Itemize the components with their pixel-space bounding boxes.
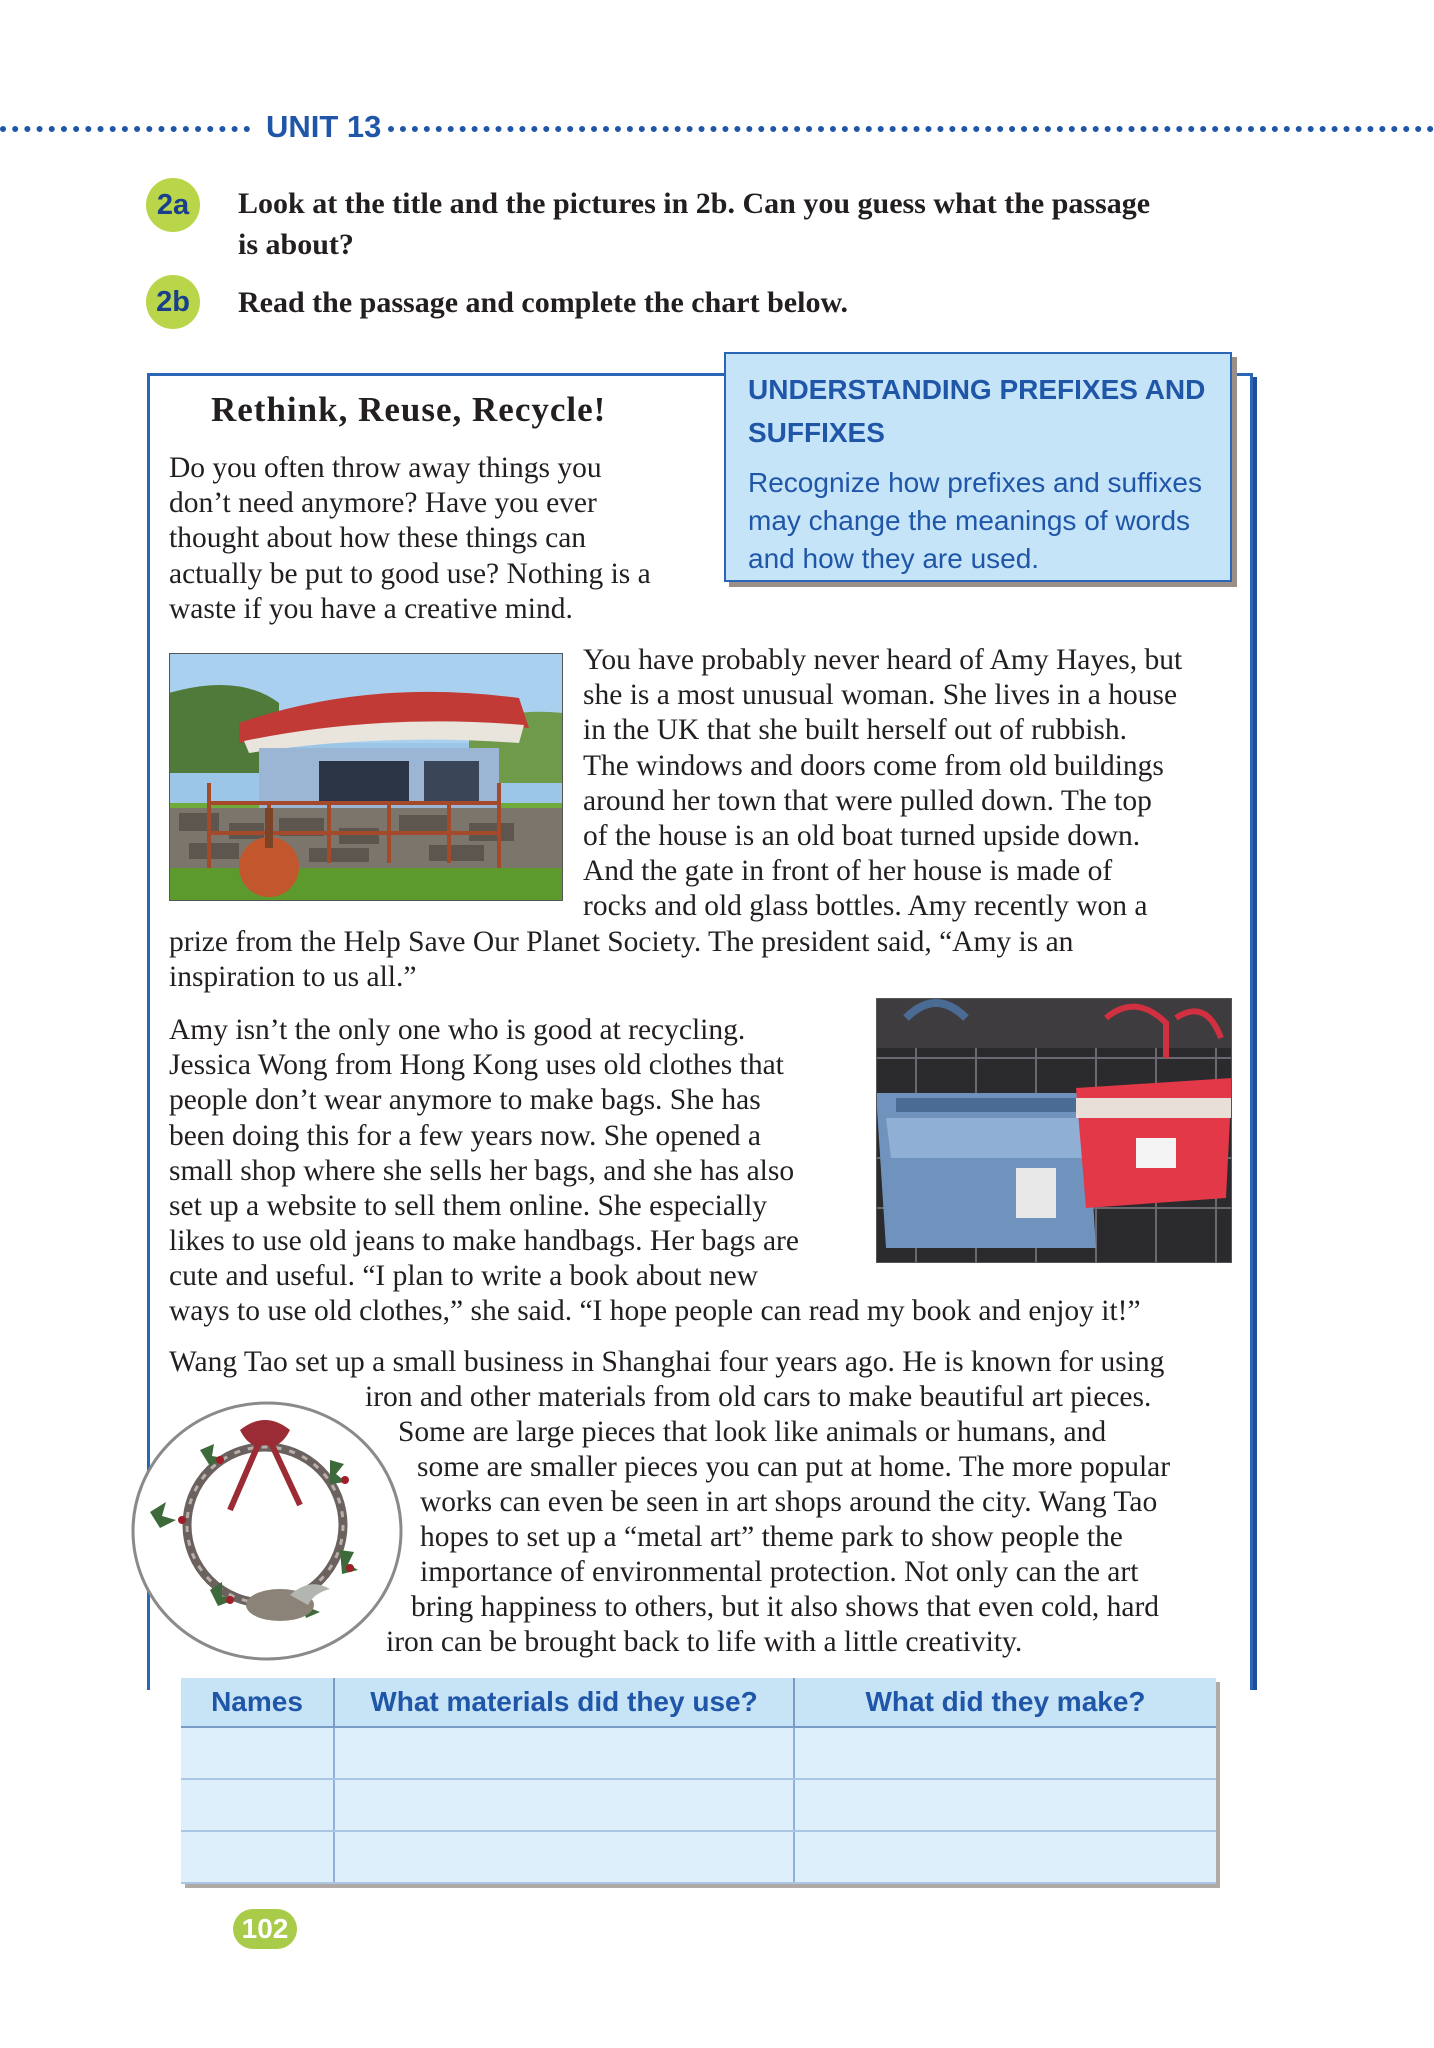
chart-cell-name[interactable] [181, 1779, 334, 1831]
intro-line: Do you often throw away things you [169, 452, 602, 484]
completion-chart [181, 1678, 1216, 1884]
table-row [181, 1831, 1216, 1883]
header-dots-left [0, 126, 250, 132]
tip-heading-line2: SUFFIXES [748, 417, 885, 448]
task-2a-text [238, 183, 1328, 265]
unit-label: UNIT 13 [266, 109, 382, 144]
intro-line: waste if you have a creative mind. [169, 592, 573, 625]
chart-cell-made[interactable] [794, 1779, 1216, 1831]
passage-title: Rethink, Reuse, Recycle! [211, 390, 607, 429]
amy-line: around her town that were pulled down. The top [583, 784, 1152, 817]
chart-header-made: What did they make? [794, 1678, 1216, 1727]
intro-line: don’t need anymore? Have you ever [169, 487, 597, 520]
chart-cell-name[interactable] [181, 1727, 334, 1779]
amy-line: prize from the Help Save Our Planet Society. The president said, “Amy is an [169, 926, 1074, 958]
amy-paragraph-continued [169, 925, 1239, 995]
jessica-line: set up a website to sell them online. She especially [169, 1190, 768, 1223]
wang-line: iron can be brought back to life with a little creativity. [386, 1626, 1023, 1658]
wang-line: works can even be seen in art shops around the city. Wang Tao [420, 1486, 1158, 1518]
jessica-line: people don’t wear anymore to make bags. She has [169, 1084, 761, 1117]
tip-heading-line1: UNDERSTANDING PREFIXES AND [748, 374, 1206, 405]
amy-line: she is a most unusual woman. She lives in a house [583, 679, 1178, 712]
wang-line: bring happiness to others, but it also shows that even cold, hard [411, 1591, 1160, 1623]
chart-cell-made[interactable] [794, 1831, 1216, 1883]
table-row [181, 1727, 1216, 1779]
amy-line: And the gate in front of her house is made of [583, 855, 1113, 888]
tip-body [748, 464, 1208, 578]
chart-header-materials: What materials did they use? [334, 1678, 794, 1727]
wang-line: Some are large pieces that look like animals or humans, and [398, 1416, 1107, 1448]
jessica-line: been doing this for a few years now. She opened a [169, 1119, 762, 1152]
tip-heading [748, 368, 1208, 454]
prefix-suffix-tip-box [724, 352, 1232, 582]
intro-line: actually be put to good use? Nothing is a [169, 557, 651, 590]
task-2b-text: Read the passage and complete the chart below. [238, 286, 848, 319]
jessica-line-full: ways to use old clothes,” she said. “I hope people can read my book and enjoy it!” [169, 1295, 1141, 1327]
metal-wreath-image [130, 1400, 404, 1662]
boat-house-photo [169, 653, 563, 901]
tip-body-line2: may change the meanings of words [748, 505, 1191, 536]
jessica-line: Amy isn’t the only one who is good at recycling. [169, 1014, 746, 1046]
jessica-paragraph [169, 1013, 869, 1295]
amy-line: You have probably never heard of Amy Hayes, but [583, 644, 1183, 676]
wang-line: hopes to set up a “metal art” theme park to show people the [420, 1521, 1123, 1553]
amy-paragraph [583, 643, 1243, 925]
wang-line: iron and other materials from old cars to make beautiful art pieces. [365, 1381, 1152, 1413]
wang-line: some are smaller pieces you can put at home. The more popular [417, 1451, 1171, 1483]
amy-line: rocks and old glass bottles. Amy recently won a [583, 890, 1148, 923]
header-dots-right [388, 126, 1434, 132]
amy-line: in the UK that she built herself out of rubbish. [583, 714, 1128, 747]
table-row [181, 1779, 1216, 1831]
amy-line: The windows and doors come from old buildings [583, 749, 1164, 782]
wang-line-first: Wang Tao set up a small business in Shanghai four years ago. He is known for using [169, 1346, 1165, 1378]
tip-body-line1: Recognize how prefixes and suffixes [748, 467, 1202, 498]
jessica-line: cute and useful. “I plan to write a book about new [169, 1260, 758, 1293]
intro-paragraph [169, 451, 719, 627]
jessica-line: Jessica Wong from Hong Kong uses old clothes that [169, 1049, 784, 1082]
chart-cell-made[interactable] [794, 1727, 1216, 1779]
chart-cell-materials[interactable] [334, 1727, 794, 1779]
jeans-bags-photo [876, 998, 1232, 1263]
wang-line: importance of environmental protection. Not only can the art [420, 1556, 1139, 1588]
amy-line: inspiration to us all.” [169, 961, 417, 994]
task-2a-line2: is about? [238, 228, 354, 261]
task-2a-line1: Look at the title and the pictures in 2b. Can you guess what the passage [238, 187, 1151, 220]
task-badge-2a: 2a [146, 178, 200, 232]
amy-line: of the house is an old boat turned upside down. [583, 820, 1141, 853]
page-number: 102 [233, 1909, 297, 1949]
chart-cell-name[interactable] [181, 1831, 334, 1883]
jessica-line: likes to use old jeans to make handbags. Her bags are [169, 1225, 799, 1258]
task-badge-2b: 2b [146, 275, 200, 329]
jessica-line: small shop where she sells her bags, and she has also [169, 1154, 795, 1187]
intro-line: thought about how these things can [169, 522, 587, 555]
tip-body-line3: and how they are used. [748, 543, 1040, 574]
chart-header-row [181, 1678, 1216, 1727]
chart-cell-materials[interactable] [334, 1779, 794, 1831]
chart-cell-materials[interactable] [334, 1831, 794, 1883]
chart-header-names: Names [181, 1678, 334, 1727]
